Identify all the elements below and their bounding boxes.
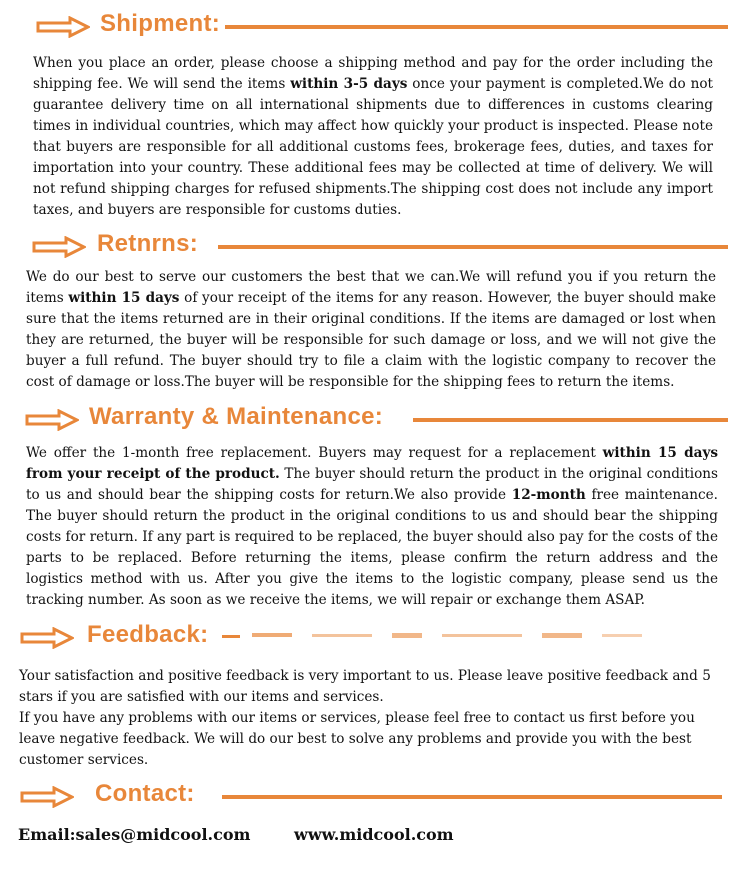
decorative-rule	[222, 631, 642, 641]
contact-header	[0, 779, 747, 813]
shipment-header	[0, 9, 747, 43]
website-text: www.midcool.com	[294, 825, 454, 844]
right-arrow-icon	[20, 786, 74, 808]
feedback-title: Feedback:	[87, 621, 209, 648]
right-arrow-icon	[36, 16, 90, 38]
returns-header	[0, 229, 747, 263]
shipment-text: When you place an order, please choose a shipping method and pay for the order including the shipping fee. We will send the items within 3-5 days once your payment is completed.We do not guarantee delivery time on all international shipments due to differences in customs clearing times in individual countries, which may affect how quickly your product is inspected. Please note that buyers are responsible for all additional customs fees, brokerage fees, duties, and taxes for importation into your country. These additional fees may be collected at time of delivery. We will not refund shipping charges for refused shipments.The shipping cost does not include any import taxes, and buyers are responsible for customs duties.	[33, 55, 714, 218]
contact-row	[18, 825, 454, 844]
warranty-title: Warranty & Maintenance:	[89, 403, 384, 430]
shipment-title: Shipment:	[100, 10, 221, 37]
right-arrow-icon	[32, 236, 86, 258]
email-text: Email:sales@midcool.com	[18, 825, 251, 844]
contact-title: Contact:	[95, 780, 195, 807]
returns-text: We do our best to serve our customers the best that we can.We will refund you if you return the items within 15 days of your receipt of the items for any reason. However, the buyer should make sure that the items returned are in their original conditions. If the items are damaged or lost when they are returned, the buyer will be responsible for such damage or loss, and we will not give the buyer a full refund. The buyer should try to file a claim with the logistic company to recover the cost of damage or loss.The buyer will be responsible for the shipping fees to return the items.	[26, 269, 717, 390]
warranty-header	[0, 402, 747, 436]
feedback-text-1: Your satisfaction and positive feedback is very important to us. Please leave positive feedback and 5 stars if you are satisfied with our items and services.	[19, 668, 711, 705]
feedback-text-2: If you have any problems with our items or services, please feel free to contact us first before you leave negative feedback. We will do our best to solve any problems and provide you with the best customer services.	[19, 710, 695, 768]
warranty-text: We offer the 1-month free replacement. Buyers may request for a replacement within 15 days from your receipt of the product. The buyer should return the product in the original conditions to us and should bear the shipping costs for return.We also provide 12-month free maintenance. The buyer should return the product in the original conditions to us and should bear the shipping costs for return. If any part is required to be replaced, the buyer should also pay for the costs of the parts to be replaced. Before returning the items, please confirm the return address and the logistics method with us. After you give the items to the logistic company, please send us the tracking number. As soon as we receive the items, we will repair or exchange them ASAP.	[26, 445, 718, 608]
section-divider	[218, 245, 728, 249]
section-divider	[222, 795, 722, 799]
section-divider	[413, 418, 728, 422]
right-arrow-icon	[20, 627, 74, 649]
section-divider	[225, 25, 728, 29]
returns-title: Retnrns:	[97, 230, 199, 257]
right-arrow-icon	[25, 409, 79, 431]
